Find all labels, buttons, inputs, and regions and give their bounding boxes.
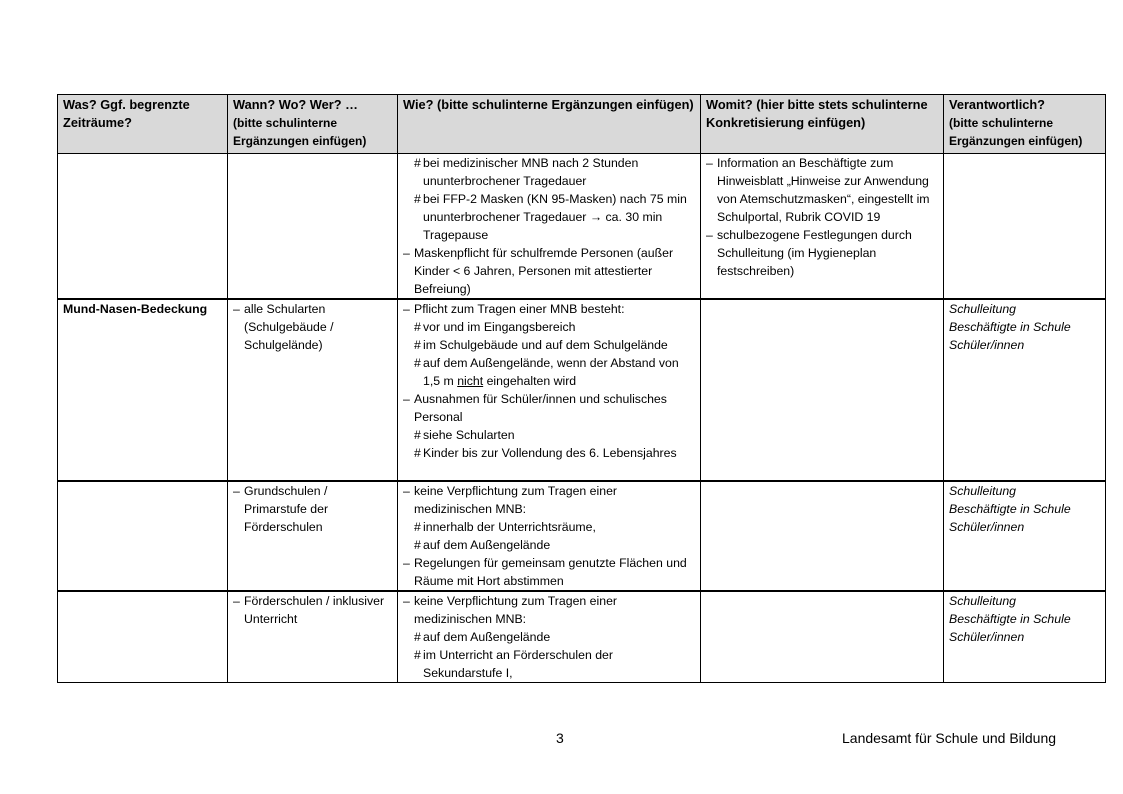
list-item: – Förderschulen / inklusiver Unterricht	[233, 594, 385, 626]
cell-when	[228, 154, 398, 300]
list-item: # bei FFP-2 Masken (KN 95-Masken) nach 75 min ununterbrochener Tragedauer → ca. 30 min Tragepause	[414, 192, 687, 242]
header-when: Wann? Wo? Wer? … (bitte schulinterne Ergänzungen einfügen)	[228, 95, 398, 154]
list-item: # innerhalb der Unterrichtsräume,	[414, 520, 596, 534]
list-item: – Regelungen für gemeinsam genutzte Flächen und Räume mit Hort abstimmen	[403, 556, 687, 588]
list-item: – Ausnahmen für Schüler/innen und schulisches Personal	[403, 392, 667, 424]
list-item: # auf dem Außengelände	[414, 630, 551, 644]
footer-organization: Landesamt für Schule und Bildung	[842, 730, 1057, 746]
header-responsible: Verantwortlich? (bitte schulinterne Ergänzungen einfügen)	[944, 95, 1106, 154]
cell-when	[228, 299, 398, 481]
list-item: # im Unterricht an Förderschulen der Sekundarstufe I,	[414, 648, 613, 680]
hygiene-plan-table	[57, 94, 1106, 683]
cell-with	[701, 154, 944, 300]
cell-when	[228, 481, 398, 591]
list-item: # siehe Schularten	[414, 428, 515, 442]
header-with: Womit? (hier bitte stets schulinterne Konkretisierung einfügen)	[701, 95, 944, 154]
cell-what	[58, 481, 228, 591]
cell-how	[398, 154, 701, 300]
cell-responsible	[944, 154, 1106, 300]
header-how: Wie? (bitte schulinterne Ergänzungen einfügen)	[398, 95, 701, 154]
list-item: # bei medizinischer MNB nach 2 Stunden ununterbrochener Tragedauer	[414, 156, 639, 188]
list-item: # Kinder bis zur Vollendung des 6. Lebensjahres	[414, 446, 677, 460]
cell-responsible: Schulleitung Beschäftigte in Schule Schüler/innen	[944, 591, 1106, 683]
list-item: – keine Verpflichtung zum Tragen einer medizinischen MNB:	[403, 484, 618, 516]
cell-what	[58, 591, 228, 683]
cell-what	[58, 154, 228, 300]
table-row	[58, 154, 1106, 300]
list-item: # im Schulgebäude und auf dem Schulgelände	[414, 338, 668, 352]
list-item: – keine Verpflichtung zum Tragen einer medizinischen MNB:	[403, 594, 618, 626]
cell-how	[398, 299, 701, 481]
table-row	[58, 481, 1106, 591]
table-row	[58, 591, 1106, 683]
list-item: – Grundschulen / Primarstufe der Förderschulen	[233, 484, 329, 534]
cell-when	[228, 591, 398, 683]
list-item: # auf dem Außengelände	[414, 538, 551, 552]
page-number: 3	[556, 730, 564, 746]
table-row	[58, 299, 1106, 481]
list-item: – Maskenpflicht für schulfremde Personen (außer Kinder < 6 Jahren, Personen mit attestierter Befreiung)	[403, 246, 674, 296]
cell-how	[398, 481, 701, 591]
cell-with	[701, 481, 944, 591]
list-item: # vor und im Eingangsbereich	[414, 320, 576, 334]
cell-responsible: Schulleitung Beschäftigte in Schule Schüler/innen	[944, 481, 1106, 591]
cell-how	[398, 591, 701, 683]
list-item: – Pflicht zum Tragen einer MNB besteht:	[403, 302, 625, 316]
cell-what: Mund-Nasen-Bedeckung	[58, 299, 228, 481]
list-item: – schulbezogene Festlegungen durch Schulleitung (im Hygieneplan festschreiben)	[706, 228, 912, 278]
cell-with	[701, 591, 944, 683]
cell-responsible: Schulleitung Beschäftigte in Schule Schüler/innen	[944, 299, 1106, 481]
header-what: Was? Ggf. begrenzte Zeiträume?	[58, 95, 228, 154]
cell-with	[701, 299, 944, 481]
list-item: # auf dem Außengelände, wenn der Abstand von 1,5 m nicht eingehalten wird	[414, 356, 679, 388]
list-item: – Information an Beschäftigte zum Hinweisblatt „Hinweise zur Anwendung von Atemschutzmasken“, eingestellt im Schulportal, Rubrik COVID 19	[706, 156, 930, 224]
arrow-right-icon: →	[589, 210, 603, 224]
table-header-row	[58, 95, 1106, 154]
list-item: – alle Schularten (Schulgebäude / Schulgelände)	[233, 302, 334, 352]
